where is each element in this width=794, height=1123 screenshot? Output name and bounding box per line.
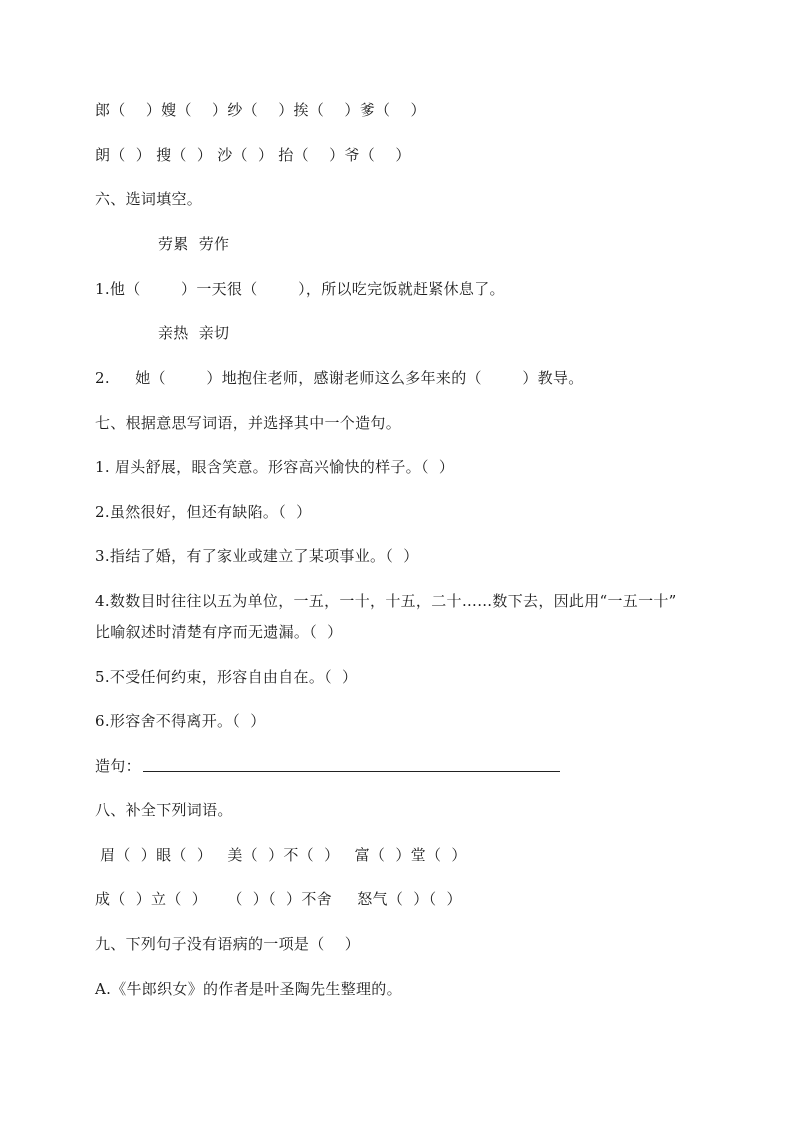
word-choices-1: 劳累 劳作: [158, 235, 230, 253]
sentence-label: 造句：: [95, 757, 141, 775]
question-7-4-line-1: 4.数数目时往往以五为单位，一五，一十，十五，二十……数下去，因此用“一五一十”: [95, 592, 677, 610]
idioms-row-1: 眉（ ）眼（ ） 美（ ）不（ ） 富（ ）堂（ ）: [95, 846, 467, 864]
question-7-3: 3.指结了婚，有了家业或建立了某项事业。（ ）: [95, 547, 419, 565]
section-heading-8: 八、补全下列词语。: [95, 801, 233, 819]
option-a: A.《牛郎织女》的作者是叶圣陶先生整理的。: [95, 980, 402, 998]
question-6-2: 2. 她（ ）地抱住老师，感谢老师这么多年来的（ ）教导。: [95, 369, 584, 387]
section-heading-7: 七、根据意思写词语，并选择其中一个造句。: [95, 414, 402, 432]
question-7-5: 5.不受任何约束，形容自由自在。（ ）: [95, 668, 358, 686]
question-7-6: 6.形容舍不得离开。（ ）: [95, 712, 266, 730]
section-heading-9: 九、下列句子没有语病的一项是（ ）: [95, 935, 361, 953]
question-7-1: 1. 眉头舒展，眼含笑意。形容高兴愉快的样子。（ ）: [95, 458, 455, 476]
question-7-4-line-2: 比喻叙述时清楚有序而无遗漏。（ ）: [95, 623, 343, 641]
line-2: 朗（ ） 搜（ ） 沙（ ） 抬（ ）爷（ ）: [95, 146, 411, 164]
section-heading-6: 六、选词填空。: [95, 190, 203, 208]
sentence-answer-line[interactable]: [143, 771, 560, 772]
question-6-1: 1.他（ ）一天很（ ），所以吃完饭就赶紧休息了。: [95, 280, 505, 298]
question-7-2: 2.虽然很好，但还有缺陷。（ ）: [95, 503, 312, 521]
idioms-row-2: 成（ ）立（ ） （ ）（ ）不舍 怒气（ ）（ ）: [95, 890, 462, 908]
word-choices-2: 亲热 亲切: [158, 324, 230, 342]
line-1: 郎（ ）嫂（ ）纱（ ）挨（ ）爹（ ）: [95, 101, 426, 119]
